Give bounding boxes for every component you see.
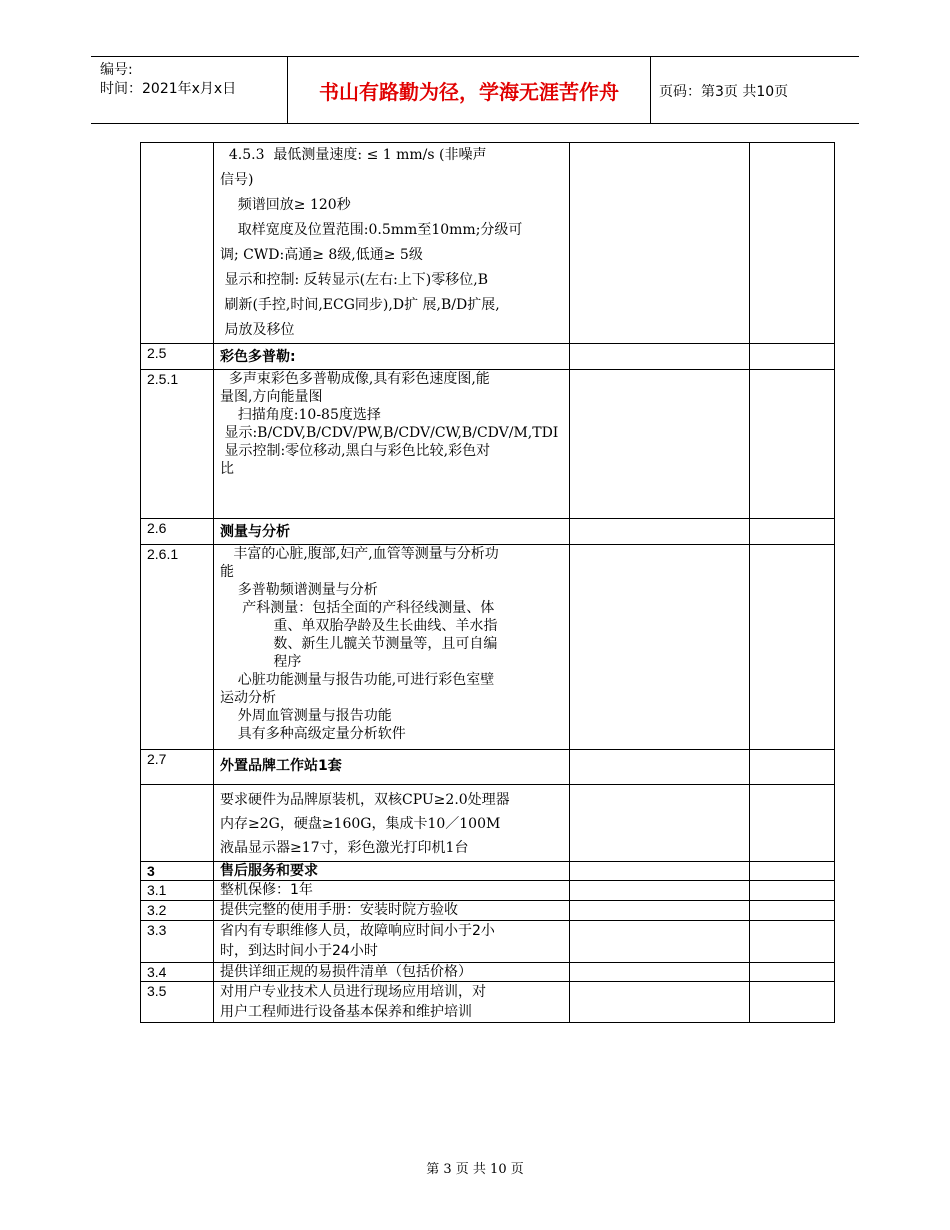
empty-cell xyxy=(750,143,835,344)
table-row xyxy=(141,545,835,750)
table-row xyxy=(141,785,835,862)
row-content: 彩色多普勒: xyxy=(214,344,570,370)
row-number: 3.3 xyxy=(141,921,214,963)
row-number: 2.6.1 xyxy=(141,545,214,750)
table-row xyxy=(141,143,835,344)
empty-cell xyxy=(750,545,835,750)
code-label: 编号: xyxy=(100,62,133,78)
row-number: 3 xyxy=(141,862,214,881)
row-number: 2.6 xyxy=(141,519,214,545)
row-number xyxy=(141,143,214,344)
empty-cell xyxy=(750,785,835,862)
row-number: 2.7 xyxy=(141,750,214,785)
row-number: 2.5 xyxy=(141,344,214,370)
page-footer: 第 3 页 共 10 页 xyxy=(426,1162,524,1177)
content-line: 调; CWD:高通≥ 8级,低通≥ 5级 xyxy=(220,247,423,263)
empty-cell xyxy=(570,982,750,1023)
empty-cell xyxy=(570,963,750,982)
content-line: 数、新生儿髋关节测量等，且可自编 xyxy=(220,636,498,652)
content-line: 量图,方向能量图 xyxy=(220,389,323,405)
empty-cell xyxy=(750,370,835,519)
table-row xyxy=(141,901,835,921)
empty-cell xyxy=(570,881,750,901)
row-content: 外置品牌工作站1套 xyxy=(214,750,570,785)
empty-cell xyxy=(750,862,835,881)
row-content xyxy=(214,370,570,519)
row-content: 售后服务和要求 xyxy=(214,862,570,881)
page-header xyxy=(91,56,859,124)
empty-cell xyxy=(570,785,750,862)
content-line: 扫描角度:10-85度选择 xyxy=(220,407,381,423)
empty-cell xyxy=(570,921,750,963)
row-number: 3.5 xyxy=(141,982,214,1023)
row-content xyxy=(214,785,570,862)
table-row xyxy=(141,921,835,963)
row-content xyxy=(214,982,570,1023)
content-line: 对用户专业技术人员进行现场应用培训，对 xyxy=(220,984,486,1000)
content-line: 程序 xyxy=(220,654,302,670)
content-line: 比 xyxy=(220,461,234,477)
table-row xyxy=(141,519,835,545)
content-line: 多普勒频谱测量与分析 xyxy=(220,582,378,598)
row-number xyxy=(141,785,214,862)
row-number: 3.1 xyxy=(141,881,214,901)
content-line: 要求硬件为品牌原装机，双核CPU≥2.0处理器 xyxy=(220,792,510,808)
content-line: 重、单双胎孕龄及生长曲线、羊水指 xyxy=(220,618,498,634)
content-line: 信号) xyxy=(220,172,254,188)
empty-cell xyxy=(570,344,750,370)
table-row xyxy=(141,982,835,1023)
empty-cell xyxy=(750,344,835,370)
table-row xyxy=(141,370,835,519)
row-content xyxy=(214,921,570,963)
content-line: 产科测量：包括全面的产科径线测量、体 xyxy=(220,600,495,616)
content-line: 外周血管测量与报告功能 xyxy=(220,708,392,724)
content-line: 液晶显示器≥17寸，彩色激光打印机1台 xyxy=(220,840,469,856)
time-label: 时间：2021年x月x日 xyxy=(100,81,237,97)
table-row xyxy=(141,881,835,901)
row-content xyxy=(214,143,570,344)
empty-cell xyxy=(570,143,750,344)
empty-cell xyxy=(570,545,750,750)
content-line: 时，到达时间小于24小时 xyxy=(220,943,378,959)
row-content: 提供详细正规的易损件清单（包括价格） xyxy=(214,963,570,982)
empty-cell xyxy=(570,519,750,545)
content-line: 心脏功能测量与报告功能,可进行彩色室壁 xyxy=(220,672,495,688)
row-number: 3.2 xyxy=(141,901,214,921)
content-line: 省内有专职维修人员，故障响应时间小于2小 xyxy=(220,923,495,939)
content-line: 显示和控制: 反转显示(左右:上下)零移位,B xyxy=(220,272,488,288)
content-line: 多声束彩色多普勒成像,具有彩色速度图,能 xyxy=(220,371,490,387)
content-line: 显示控制:零位移动,黑白与彩色比较,彩色对 xyxy=(220,443,491,459)
content-line: 运动分析 xyxy=(220,690,276,706)
content-line: 局放及移位 xyxy=(220,322,295,338)
table-row xyxy=(141,344,835,370)
content-line: 刷新(手控,时间,ECG同步),D扩 展,B/D扩展, xyxy=(220,297,500,313)
empty-cell xyxy=(750,881,835,901)
empty-cell xyxy=(570,862,750,881)
header-meta xyxy=(100,61,236,99)
content-line: 能 xyxy=(220,564,234,580)
empty-cell xyxy=(750,750,835,785)
empty-cell xyxy=(570,750,750,785)
row-number: 3.4 xyxy=(141,963,214,982)
empty-cell xyxy=(750,963,835,982)
content-line: 用户工程师进行设备基本保养和维护培训 xyxy=(220,1004,472,1020)
content-line: 取样宽度及位置范围:0.5mm至10mm;分级可 xyxy=(220,222,523,238)
content-line: 丰富的心脏,腹部,妇产,血管等测量与分析功 xyxy=(220,546,499,562)
empty-cell xyxy=(750,921,835,963)
page-info: 页码：第3页 共10页 xyxy=(659,84,789,100)
row-content: 测量与分析 xyxy=(214,519,570,545)
table-row xyxy=(141,862,835,881)
row-content xyxy=(214,545,570,750)
content-line: 4.5.3 最低测量速度: ≤ 1 mm/s (非噪声 xyxy=(220,147,487,163)
row-number: 2.5.1 xyxy=(141,370,214,519)
table-row xyxy=(141,750,835,785)
row-content: 整机保修：1年 xyxy=(214,881,570,901)
empty-cell xyxy=(570,901,750,921)
empty-cell xyxy=(750,901,835,921)
content-line: 显示:B/CDV,B/CDV/PW,B/CDV/CW,B/CDV/M,TDI xyxy=(220,425,559,441)
content-line: 内存≥2G，硬盘≥160G，集成卡10／100M xyxy=(220,816,501,832)
table-row xyxy=(141,963,835,982)
content-line: 具有多种高级定量分析软件 xyxy=(220,726,406,742)
motto: 书山有路勤为径，学海无涯苦作舟 xyxy=(287,57,651,123)
empty-cell xyxy=(750,519,835,545)
spec-table xyxy=(140,142,835,1023)
empty-cell xyxy=(750,982,835,1023)
row-content: 提供完整的使用手册：安装时院方验收 xyxy=(214,901,570,921)
content-line: 频谱回放≥ 120秒 xyxy=(220,197,351,213)
empty-cell xyxy=(570,370,750,519)
